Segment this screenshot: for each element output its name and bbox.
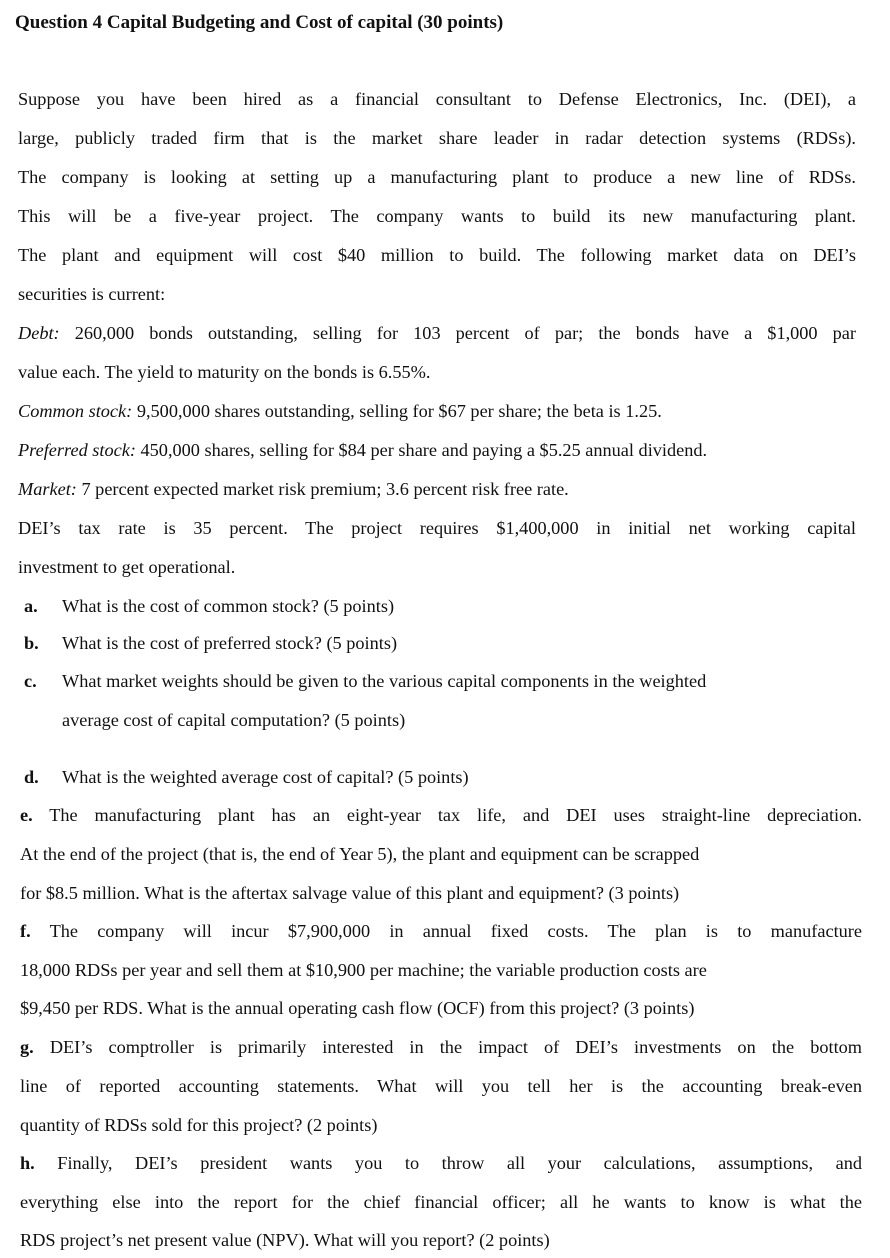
question-h-line-1	[20, 1150, 862, 1176]
question-c-marker: c.	[24, 671, 37, 691]
market-text: 7 percent expected market risk premium; 3.6 percent risk free rate.	[81, 479, 569, 499]
question-h-text-1: Finally, DEI’s president wants you to throw all your calculations, assumptions, and	[57, 1153, 862, 1173]
question-e-text-1: The manufacturing plant has an eight-year tax life, and DEI uses straight-line depreciation.	[49, 805, 862, 825]
preferred-stock-label: Preferred stock:	[18, 440, 136, 460]
question-d	[24, 764, 469, 790]
intro-line-3: The company is looking at setting up a manufacturing plant to produce a new line of RDSs.	[18, 167, 856, 187]
common-stock-label: Common stock:	[18, 401, 133, 421]
common-stock-text: 9,500,000 shares outstanding, selling for $67 per share; the beta is 1.25.	[136, 401, 662, 421]
question-d-marker: d.	[24, 767, 39, 787]
question-b-marker: b.	[24, 633, 39, 653]
preferred-stock-line	[18, 437, 707, 463]
question-c-text-1: What market weights should be given to the various capital components in the weighted	[62, 671, 707, 691]
intro-line-4: This will be a five-year project. The company wants to build its new manufacturing plant.	[18, 206, 856, 226]
debt-text: 260,000 bonds outstanding, selling for 103 percent of par; the bonds have a $1,000 par	[74, 323, 856, 343]
question-e-line-3: for $8.5 million. What is the aftertax salvage value of this plant and equipment? (3 points)	[20, 883, 680, 903]
intro-line-1: Suppose you have been hired as a financial consultant to Defense Electronics, Inc. (DEI), a	[18, 89, 856, 109]
question-f-line-3: $9,450 per RDS. What is the annual operating cash flow (OCF) from this project? (3 points)	[20, 998, 695, 1018]
question-c-line-1	[24, 668, 706, 694]
question-g-text-1: DEI’s comptroller is primarily interested in the impact of DEI’s investments on the bottom	[49, 1037, 863, 1057]
question-g-line-1	[20, 1034, 862, 1060]
question-f-text-1: The company will incur $7,900,000 in annual fixed costs. The plan is to manufacture	[49, 921, 862, 941]
question-a	[24, 593, 394, 619]
question-h-line-2: everything else into the report for the chief financial officer; all he wants to know is what the	[20, 1192, 862, 1212]
intro-line-2: large, publicly traded firm that is the market share leader in radar detection systems (RDSs).	[18, 128, 856, 148]
question-e-marker: e.	[20, 805, 33, 825]
debt-label: Debt:	[18, 323, 60, 343]
question-e-line-2: At the end of the project (that is, the end of Year 5), the plant and equipment can be scrapped	[20, 844, 700, 864]
question-a-marker: a.	[24, 596, 38, 616]
question-e-line-1	[20, 802, 862, 828]
debt-line-2: value each. The yield to maturity on the bonds is 6.55%.	[18, 362, 431, 382]
common-stock-line	[18, 398, 662, 424]
debt-line-1	[18, 320, 856, 346]
question-f-line-1	[20, 918, 862, 944]
tax-line-2: investment to get operational.	[18, 557, 236, 577]
question-f-line-2: 18,000 RDSs per year and sell them at $10,900 per machine; the variable production costs are	[20, 960, 707, 980]
question-g-line-2: line of reported accounting statements. What will you tell her is the accounting break-even	[20, 1076, 862, 1096]
question-h-line-3: RDS project’s net present value (NPV). What will you report? (2 points)	[20, 1230, 550, 1250]
question-title: Question 4 Capital Budgeting and Cost of capital (30 points)	[15, 12, 504, 33]
market-line	[18, 476, 569, 502]
question-b	[24, 630, 397, 656]
question-b-text: What is the cost of preferred stock? (5 points)	[62, 633, 398, 653]
question-c-line-2: average cost of capital computation? (5 points)	[62, 710, 406, 730]
question-g-marker: g.	[20, 1037, 34, 1057]
intro-line-5: The plant and equipment will cost $40 million to build. The following market data on DEI’s	[18, 245, 856, 265]
preferred-stock-text: 450,000 shares, selling for $84 per share and paying a $5.25 annual dividend.	[140, 440, 708, 460]
question-f-marker: f.	[20, 921, 31, 941]
question-d-text: What is the weighted average cost of capital? (5 points)	[62, 767, 469, 787]
tax-line-1: DEI’s tax rate is 35 percent. The project requires $1,400,000 in initial net working capital	[18, 518, 856, 538]
intro-line-6: securities is current:	[18, 284, 166, 304]
question-g-line-3: quantity of RDSs sold for this project? (2 points)	[20, 1115, 378, 1135]
question-h-marker: h.	[20, 1153, 35, 1173]
market-label: Market:	[18, 479, 77, 499]
question-a-text: What is the cost of common stock? (5 points)	[62, 596, 395, 616]
